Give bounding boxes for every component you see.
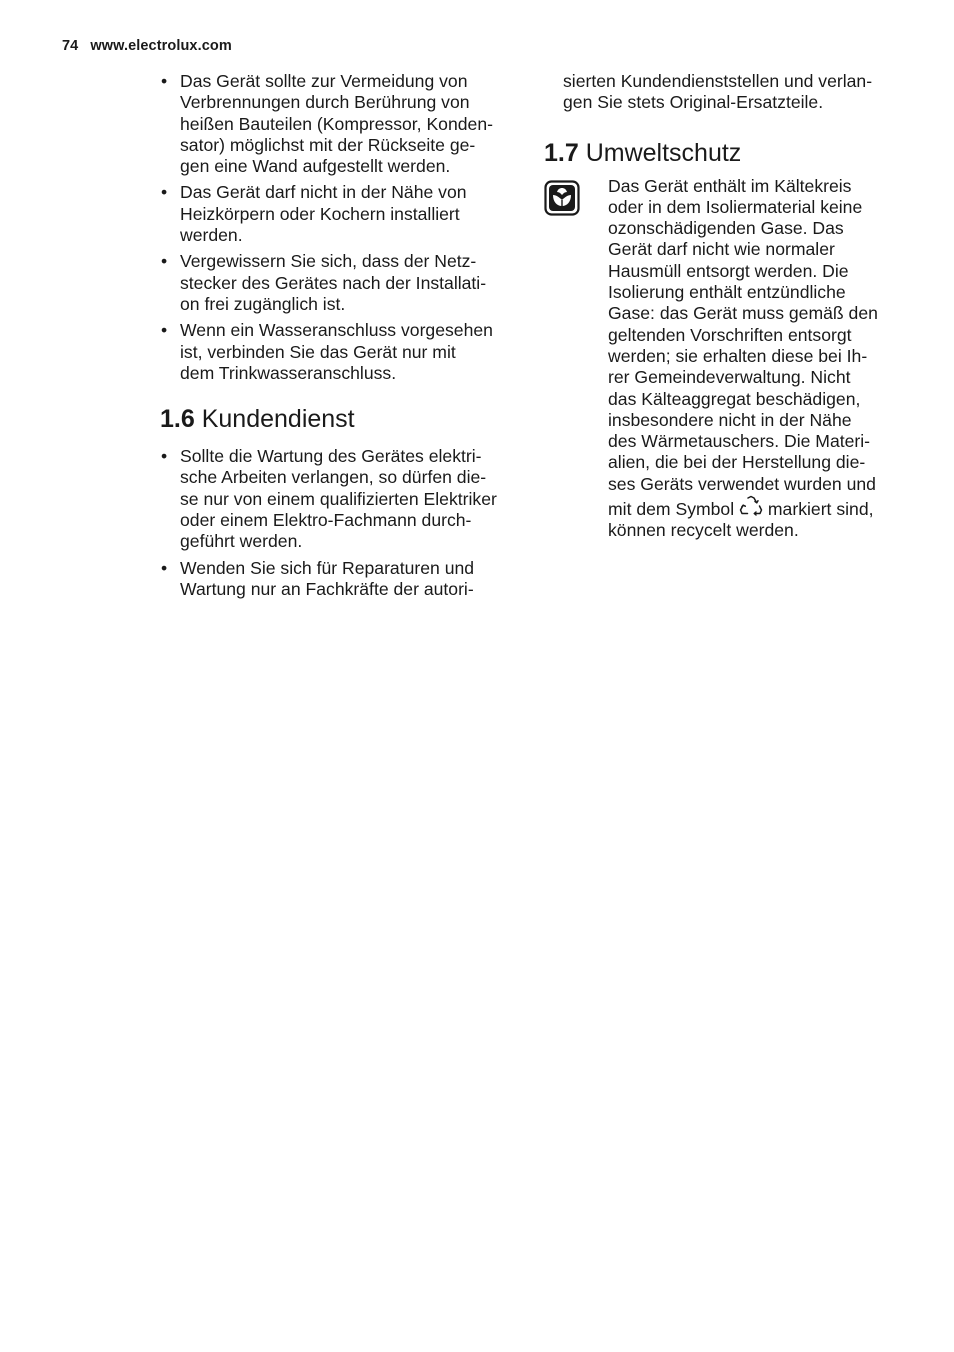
section-heading-kundendienst — [160, 404, 520, 434]
section-title: Kundendienst — [201, 405, 355, 434]
continued-bullet-text: sierten Kundendienststellen und verlan- gen Sie stets Original-Ersatzteile. — [563, 71, 873, 113]
section-title: Umweltschutz — [585, 138, 742, 167]
page-number: 74 — [62, 38, 79, 54]
list-item — [160, 251, 520, 315]
list-item-text: Das Gerät darf nicht in der Nähe von Heizkörpern oder Kochern installiert werden. — [180, 182, 467, 246]
environment-leaf-icon — [544, 180, 580, 216]
list-item — [160, 182, 520, 246]
website-url[interactable]: www.electrolux.com — [90, 38, 232, 54]
section-heading-umweltschutz — [544, 138, 904, 168]
section-number: 1.6 — [160, 405, 195, 434]
list-item — [160, 446, 520, 552]
list-item-text: Vergewissern Sie sich, dass der Netz- stecker des Gerätes nach der Installati- on frei zugänglich ist. — [180, 251, 487, 314]
bullet-icon: • — [161, 71, 168, 91]
bullet-icon: • — [161, 446, 168, 467]
list-item — [160, 71, 520, 177]
environment-text: Das Gerät enthält im Kältekreis oder in dem Isoliermaterial keine ozonschädigenden Gase. Das Gerät darf nicht wie normaler Hausmüll entsorgt werden. Die Isolierung enthält entzündliche Gase: das Gerät muss gemäß den geltenden Vorschriften entsorgt werden; sie erhalten diese bei Ih- rer Gemeindeverwaltung. Nicht das Kälteaggregat beschädigen, insbesondere nicht in der Nähe des Wärmetauschers. Die Materi- alien, die bei der Herstellung die- ses Geräts verwendet wurden und mit dem Symbol — [608, 175, 878, 520]
environment-note — [544, 176, 904, 542]
list-item — [160, 558, 520, 601]
page-header — [62, 38, 232, 54]
list-item-text: Wenden Sie sich für Reparaturen und Wartung nur an Fachkräfte der autori- — [180, 557, 475, 599]
list-item — [160, 320, 520, 384]
list-item-text: Sollte die Wartung des Gerätes elektri- sche Arbeiten verlangen, so dürfen die- se nur von einem qualifizierten Elektriker oder einem Elektro-Fachmann durch- geführt werden. — [180, 446, 497, 552]
bullet-icon: • — [161, 557, 168, 578]
environment-paragraph — [608, 176, 904, 542]
bullet-icon: • — [161, 251, 168, 272]
bullet-icon: • — [161, 320, 168, 341]
section-number: 1.7 — [544, 138, 579, 167]
environment-text-end: markiert sind, können recycelt werden. — [608, 499, 874, 541]
recycle-icon — [739, 495, 763, 517]
list-item-text: Wenn ein Wasseranschluss vorgesehen ist, verbinden Sie das Gerät nur mit dem Trinkwasseranschluss. — [180, 320, 493, 383]
list-item-text: Das Gerät sollte zur Vermeidung von Verbrennungen durch Berührung von heißen Bauteilen (Kompressor, Konden- sator) möglichst mit der Rückseite ge- gen eine Wand aufgestellt werden. — [180, 71, 493, 177]
safety-bullet-list — [160, 71, 520, 384]
bullet-icon: • — [161, 182, 168, 203]
left-column — [160, 71, 520, 605]
service-bullet-list — [160, 446, 520, 600]
right-column — [544, 71, 904, 542]
